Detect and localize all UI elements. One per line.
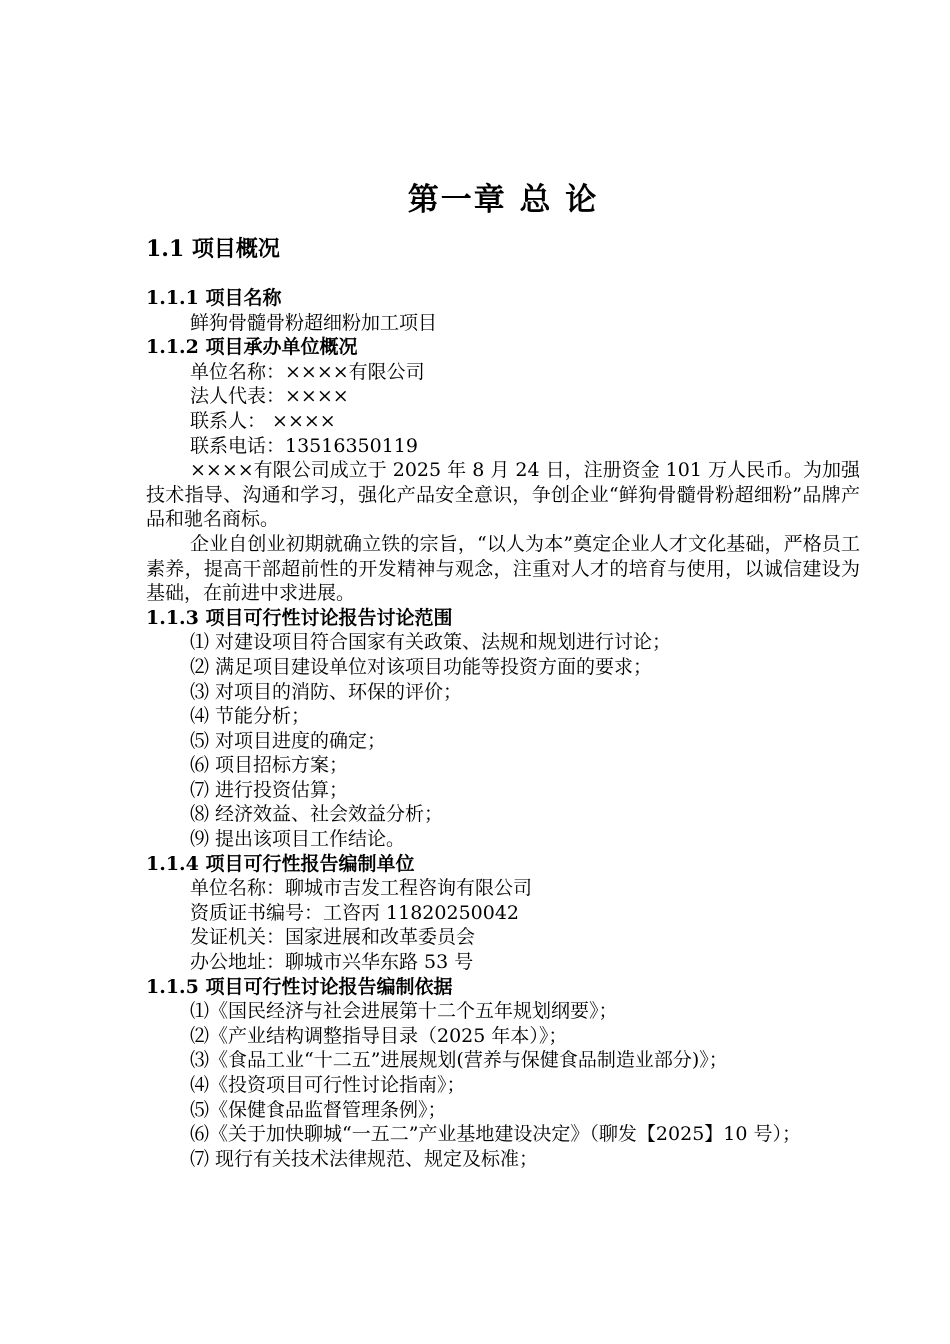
project-name: 鲜狗骨髓骨粉超细粉加工项目	[190, 311, 438, 334]
subsection-heading-1-1-4: 1.1.4 项目可行性报告编制单位	[146, 852, 415, 875]
list-item: ⑵ 满足项目建设单位对该项目功能等投资方面的要求；	[190, 655, 653, 678]
list-item: ⑺ 进行投资估算；	[190, 778, 349, 801]
paragraph: ××××有限公司成立于 2025 年 8 月 24 日，注册资金 101 万人民币。为加强技术指导、沟通和学习，强化产品安全意识，争创企业“鲜狗骨髓骨粉超细粉”品牌产品和驰名商标。	[146, 459, 860, 531]
chapter-title: 第一章 总 论	[407, 182, 599, 218]
subsection-heading-1-1-2: 1.1.2 项目承办单位概况	[146, 336, 358, 359]
list-item: ⑴《国民经济与社会进展第十二个五年规划纲要》；	[190, 1000, 618, 1023]
paragraph: 企业自创业初期就确立铁的宗旨，“以人为本”奠定企业人才文化基础，严格员工素养，提高干部超前性的开发精神与观念，注重对人才的培育与使用，以诚信建设为基础，在前进中求进展。	[146, 532, 860, 605]
info-line: 单位名称：××××有限公司	[190, 360, 425, 383]
list-item: ⑴ 对建设项目符合国家有关政策、法规和规划进行讨论；	[190, 631, 672, 654]
section-heading: 1.1 项目概况	[146, 236, 280, 262]
list-item: ⑹ 项目招标方案；	[190, 754, 349, 777]
list-item: ⑼ 提出该项目工作结论。	[190, 828, 406, 851]
list-item: ⑶ 对项目的消防、环保的评价；	[190, 680, 463, 703]
list-item: ⑺ 现行有关技术法律规范、规定及标准；	[190, 1147, 539, 1170]
list-item: ⑵《产业结构调整指导目录（2025 年本）》；	[190, 1024, 568, 1047]
list-item: ⑸《保健食品监督管理条例》；	[190, 1098, 447, 1121]
info-line: 资质证书编号：工咨丙 11820250042	[190, 901, 520, 924]
info-line: 发证机关：国家进展和改革委员会	[190, 926, 476, 949]
info-line: 联系电话：13516350119	[190, 434, 418, 457]
info-line: 单位名称：聊城市吉发工程咨询有限公司	[190, 877, 533, 900]
subsection-heading-1-1-3: 1.1.3 项目可行性讨论报告讨论范围	[146, 606, 453, 629]
info-line: 办公地址：聊城市兴华东路 53 号	[190, 951, 474, 974]
info-line: 法人代表：××××	[190, 385, 349, 408]
list-item: ⑸ 对项目进度的确定；	[190, 729, 387, 752]
list-item: ⑶《食品工业“十二五”进展规划(营养与保健食品制造业部分)》；	[190, 1049, 728, 1072]
list-item: ⑹《关于加快聊城“一五二”产业基地建设决定》（聊发【2025】10 号）；	[190, 1123, 801, 1146]
info-line: 联系人： ××××	[190, 409, 336, 432]
document-body	[146, 286, 860, 1171]
subsection-heading-1-1-1: 1.1.1 项目名称	[146, 287, 282, 309]
list-item: ⑻ 经济效益、社会效益分析；	[190, 803, 444, 826]
subsection-heading-1-1-5: 1.1.5 项目可行性讨论报告编制依据	[146, 975, 453, 998]
list-item: ⑷ 节能分析；	[190, 705, 311, 728]
list-item: ⑷《投资项目可行性讨论指南》；	[190, 1074, 466, 1096]
